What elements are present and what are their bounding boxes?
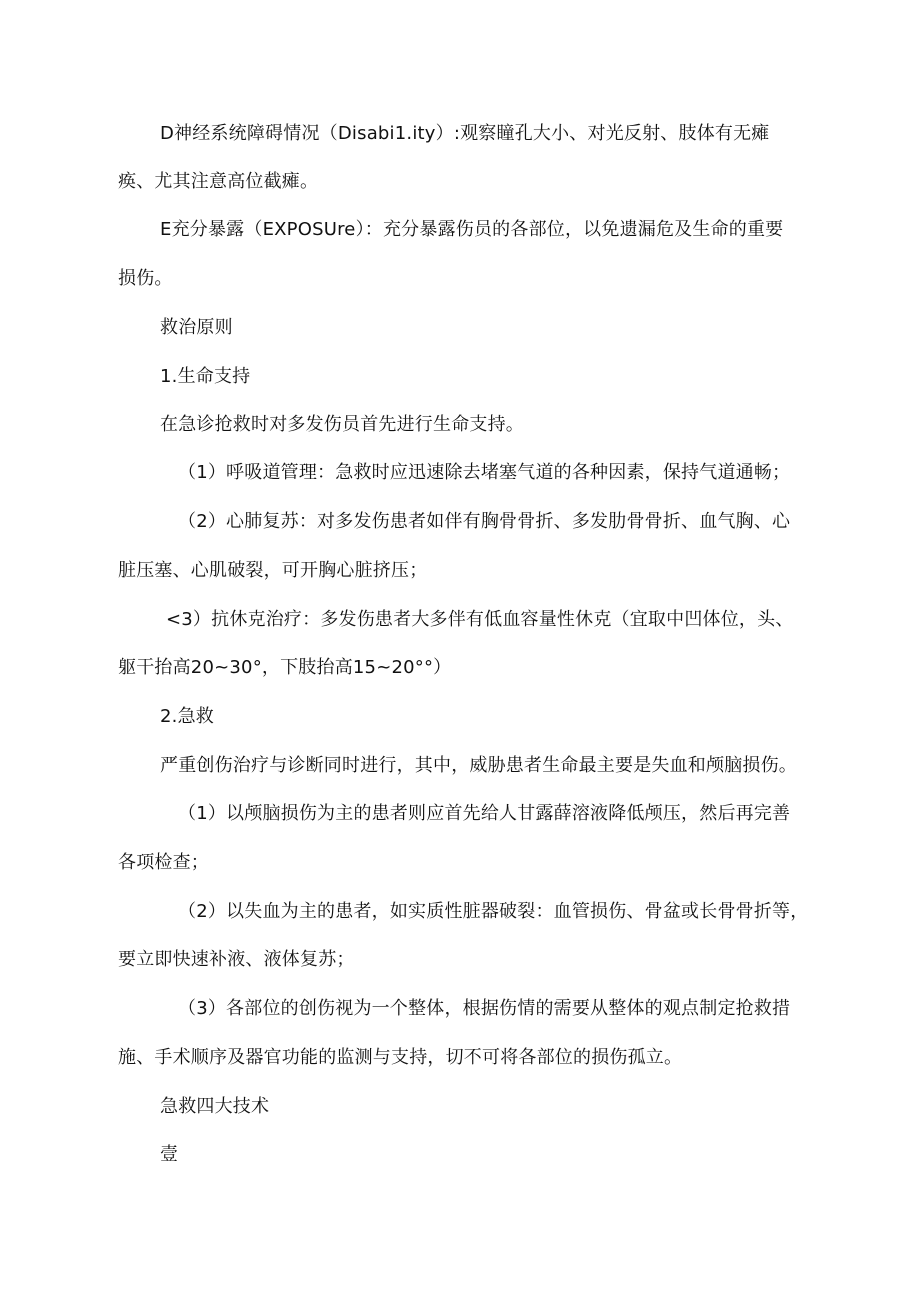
subheading-first-aid: 2.急救: [160, 706, 214, 727]
text-line-anti-shock-cont: 躯干抬高20~30°，下肢抬高15~20°°）: [118, 657, 452, 678]
text-line-anti-shock: <3）抗休克治疗：多发伤患者大多伴有低血容量性休克（宜取中凹体位，头、: [166, 609, 794, 630]
text-line-airway: （1）呼吸道管理：急救时应迅速除去堵塞气道的各种因素，保持气道通畅；: [178, 462, 791, 483]
text-line-cpr: （2）心肺复苏：对多发伤患者如伴有胸骨骨折、多发肋骨骨折、血气胸、心: [178, 511, 791, 532]
text-line-whole-body: （3）各部位的创伤视为一个整体，根据伤情的需要从整体的观点制定抢救措: [178, 998, 791, 1019]
text-line-first-aid-intro: 严重创伤治疗与诊断同时进行，其中，威胁患者生命最主要是失血和颅脑损伤。: [160, 755, 797, 776]
text-line-head-injury: （1）以颅脑损伤为主的患者则应首先给人甘露薛溶液降低颅压，然后再完善: [178, 803, 791, 824]
text-line-blood-loss-cont: 要立即快速补液、液体复苏；: [118, 949, 355, 970]
text-line-exposure-cont: 损伤。: [118, 268, 173, 289]
subheading-life-support: 1.生命支持: [160, 366, 251, 387]
text-line-exposure: E充分暴露（EXPOSUre）：充分暴露伤员的各部位，以免遗漏危及生命的重要: [160, 219, 784, 240]
text-line-head-injury-cont: 各项检查；: [118, 852, 209, 873]
subheading-one: 壹: [160, 1144, 179, 1165]
text-line-whole-body-cont: 施、手术顺序及器官功能的监测与支持，切不可将各部位的损伤孤立。: [118, 1047, 683, 1068]
text-line-disability-cont: 痪、尤其注意高位截瘫。: [118, 171, 319, 192]
section-heading-treatment-principles: 救治原则: [160, 317, 233, 338]
text-line-disability: D神经系统障碍情况（Disabi1.ity）:观察瞳孔大小、对光反射、肢体有无瘫: [160, 123, 770, 144]
section-heading-four-techniques: 急救四大技术: [160, 1096, 270, 1117]
text-line-cpr-cont: 脏压塞、心肌破裂，可开胸心脏挤压；: [118, 560, 428, 581]
text-line-life-support-intro: 在急诊抢救时对多发伤员首先进行生命支持。: [160, 414, 524, 435]
text-line-blood-loss: （2）以失血为主的患者，如实质性脏器破裂：血管损伤、骨盆或长骨骨折等，: [178, 901, 809, 922]
